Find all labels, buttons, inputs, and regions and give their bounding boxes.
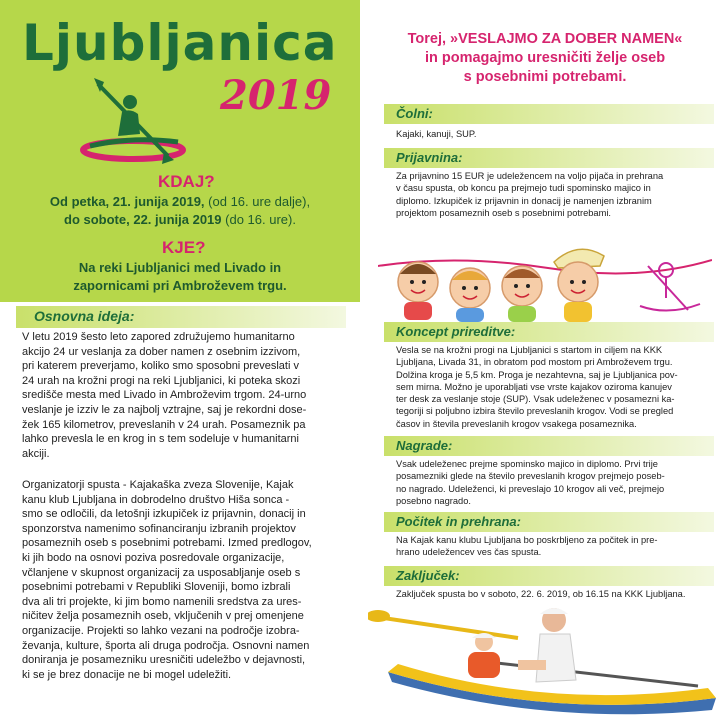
text-line: posebnimi potrebami v Republiki Sloveniji, bomo izbrali	[22, 581, 291, 594]
text-line: akcijo 24 ur veslanja za dober namen z osebnim izzivom,	[22, 345, 301, 358]
text-line: v času spusta, ob koncu pa prejmejo tudi spominsko majico in	[396, 183, 651, 194]
closing-heading-bar	[384, 566, 714, 586]
slogan-line: in pomagajmo uresničiti želje oseb	[424, 50, 666, 66]
text-line: posebno nagrado.	[396, 495, 471, 506]
text-line: dva ali tri projekte, ki jim bomo namenili sredstva za ures-	[22, 595, 302, 608]
when-end-time: (do 16. ure).	[225, 212, 296, 227]
where-heading: KJE?	[162, 238, 206, 257]
text-line: središče mesta med Livado in Ambroževim trgom. 24-urno	[22, 389, 307, 402]
kayaker-logo-icon	[78, 72, 188, 172]
kayak-photo-illustration	[368, 602, 720, 724]
text-line: včlanjene v skupnost organizacij za usposabljanje oseb s	[22, 566, 301, 579]
event-title: Ljubljanica	[22, 14, 338, 72]
text-line: Dolžina kroga je 5,5 km. Proga je nezahtevna, saj je Ljubljanica pov-	[396, 369, 678, 380]
awards-heading-bar	[384, 436, 714, 456]
closing-heading: Zaključek:	[396, 568, 460, 583]
text-line: Ljubljana, Livada 31, in obratom pod mostom pri Ambroževem trgu.	[396, 357, 673, 368]
text-line: sem mirna. Možno je uporabljati vse vrste kajakov oziroma kanujev	[396, 381, 672, 392]
text-line: sponzorstva namenimo sofinanciranju izbranih projektov	[22, 522, 296, 535]
text-line: časov in števila preveslanih krogov vsakega posameznika.	[396, 418, 637, 429]
boats-heading-bar	[384, 104, 714, 124]
basic-idea-heading: Osnovna ideja:	[34, 308, 135, 324]
rest-heading-bar	[384, 512, 714, 532]
text-line: ničitev želja posameznih oseb, vključenih v prej omenjene	[22, 610, 304, 623]
rest-text	[396, 534, 706, 559]
text-line: no nagrado. Udeleženci, ki preveslajo 10 krogov ali več, prejmejo	[396, 483, 665, 494]
event-year: 2019	[220, 72, 332, 119]
text-line: kanu klub Ljubljana in dobrodelno društvo Hiša sonca -	[22, 493, 290, 506]
children-illustration-icon	[378, 236, 712, 322]
when-heading: KDAJ?	[158, 172, 215, 191]
text-line: lahko prevesla le en krog in s tem sodeluje v humanitarni	[22, 433, 299, 446]
basic-idea-paragraph-2	[22, 478, 338, 682]
slogan	[380, 30, 710, 87]
when-start-date: Od petka, 21. junija 2019,	[49, 194, 205, 209]
text-line: akciji.	[22, 447, 50, 460]
boats-heading: Čolni:	[396, 106, 433, 121]
text-line: pri katerem preverjamo, koliko smo sposobni preveslati v	[22, 360, 299, 373]
when-line-1	[0, 194, 360, 209]
text-line: ki jih bodo na osnovi poziva posredovale organizacije,	[22, 551, 285, 564]
text-line: Vsak udeleženec prejme spominsko majico in diplomo. Prvi trije	[396, 459, 658, 469]
concept-heading: Koncept prireditve:	[396, 324, 516, 339]
basic-idea-paragraph-1	[22, 330, 338, 461]
registration-heading-bar	[384, 148, 714, 168]
slogan-line: Torej, »VESLAJMO ZA DOBER NAMEN«	[407, 31, 683, 47]
when-end-date: do sobote, 22. junija 2019	[64, 212, 222, 227]
registration-heading: Prijavnina:	[396, 150, 463, 165]
text-line: posamezniki glede na število preveslanih krogov prejmejo poseb-	[396, 471, 665, 482]
where-line-2: zapornicami pri Ambroževem trgu.	[73, 278, 287, 293]
when-start-time: (od 16. ure dalje),	[208, 194, 311, 209]
text-line: veslanje je izziv le za najbolj vztrajne, saj je rekordni dose-	[22, 403, 307, 416]
registration-text	[396, 170, 706, 219]
concept-heading-bar	[384, 322, 714, 342]
text-line: projektom posameznih oseb s posebnimi potrebami.	[396, 207, 611, 218]
text-line: organizacije. Projekti so lahko vezani na področje izobra-	[22, 624, 300, 637]
when-line-2	[0, 212, 360, 227]
text-line: doniranja je posamezniku uresničiti udeležbo v dejavnosti,	[22, 654, 306, 667]
awards-text	[396, 458, 706, 507]
text-line: ževanja, kulture, športa ali druga področja. Osnovni namen	[22, 639, 310, 652]
text-line: Vesla se na krožni progi na Ljubljanici s startom in ciljem na KKK	[396, 345, 663, 355]
text-line: ter desk za veslanje stoje (SUP). Vsak udeleženec v posamezni ka-	[396, 394, 675, 405]
text-line: diplomo. Izkupiček iz prijavnin in donacij je namenjen izbranim	[396, 195, 652, 206]
text-line: posameznih oseb s posebnimi potrebami. Izmed predlogov,	[22, 537, 312, 550]
text-line: Za prijavnino 15 EUR je udeležencem na voljo pijača in prehrana	[396, 171, 664, 181]
concept-text	[396, 344, 706, 430]
basic-idea-heading-bar	[16, 306, 346, 328]
rest-heading: Počitek in prehrana:	[396, 514, 521, 529]
text-line: V letu 2019 šesto leto zapored združujemo humanitarno	[22, 331, 295, 343]
text-line: tegoriji si poljubno izbira število preveslanih krogov. Vodi se pregled	[396, 406, 674, 417]
text-line: smo se odločili, da letošnji izkupiček iz prijavnin, donacij in	[22, 508, 306, 521]
text-line: hrano udeležencev ves čas spusta.	[396, 547, 542, 558]
text-line: Organizatorji spusta - Kajakaška zveza Slovenije, Kajak	[22, 479, 294, 491]
text-line: Na Kajak kanu klubu Ljubljana bo poskrbljeno za počitek in pre-	[396, 535, 658, 545]
where-line-1: Na reki Ljubljanici med Livado in	[78, 260, 282, 275]
header-panel	[0, 0, 360, 302]
boats-text: Kajaki, kanuji, SUP.	[396, 129, 477, 139]
slogan-line: s posebnimi potrebami.	[463, 69, 627, 85]
closing-text: Zaključek spusta bo v soboto, 22. 6. 2019, ob 16.15 na KKK Ljubljana.	[396, 589, 686, 599]
text-line: ki se je brez donacije ne bi mogel udeležiti.	[22, 668, 232, 681]
text-line: 24 urah na krožni progi na reki Ljubljanici, ki poteka skozi	[22, 374, 301, 387]
awards-heading: Nagrade:	[396, 438, 453, 453]
text-line: žek 165 kilometrov, preveslanih v 24 urah. Posameznik pa	[22, 418, 306, 431]
